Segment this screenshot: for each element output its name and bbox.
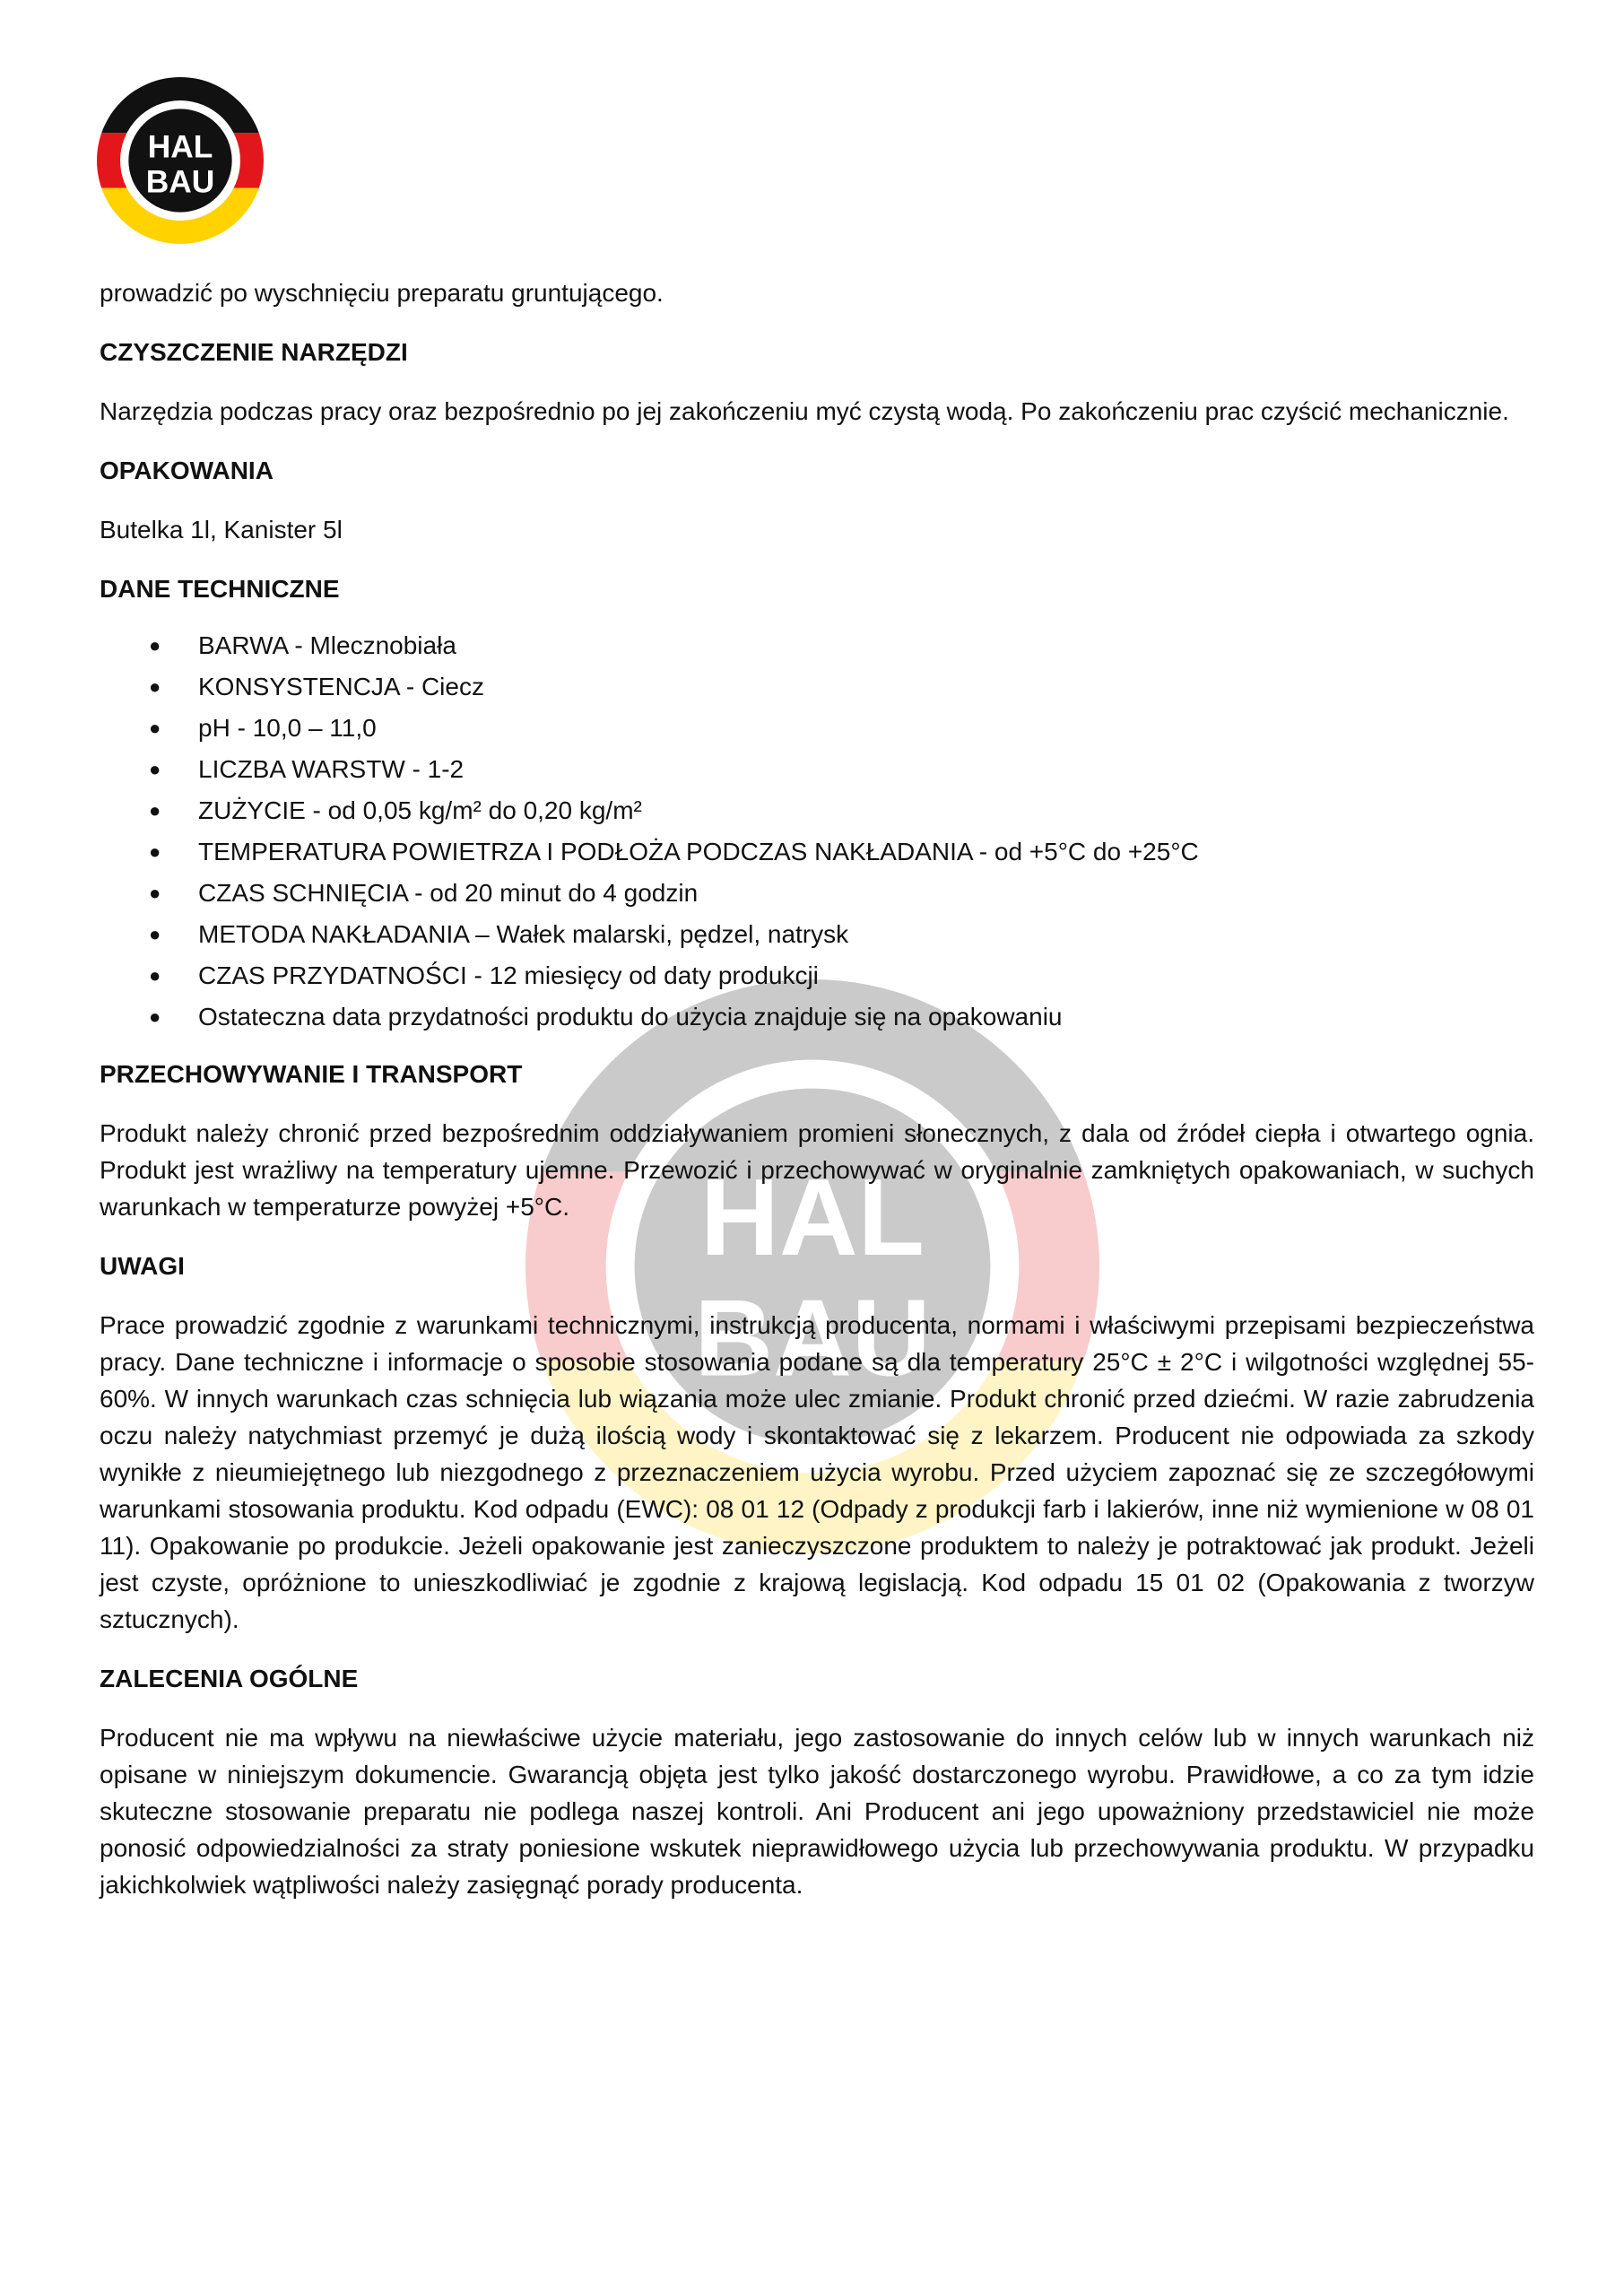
general-text: Producent nie ma wpływu na niewłaściwe użycie materiału, jego zastosowanie do innych celów lub w innych warunkach niż opisane w niniejszym dokumencie. Gwarancją objęta jest tylko jakość dostarczonego wyrobu. Prawidłowe, a co za tym idzie skuteczne stosowanie preparatu nie podlega naszej kontroli. Ani Producent ani jego upoważniony przedstawiciel nie może ponosić odpowiedzialności za straty poniesione wskutek nieprawidłowego użycia lub przechowywania produktu. W przypadku jakichkolwiek wątpliwości należy zasięgnąć porady producenta. — [100, 1724, 1534, 1899]
bullet-icon: ● — [149, 717, 161, 739]
notes-text: Prace prowadzić zgodnie z warunkami technicznymi, instrukcją producenta, normami i właściwymi przepisami bezpieczeństwa pracy. Dane techniczne i informacje o sposobie stosowania podane są dla temperatury 25°C ± 2°C i wilgotności względnej 55-60%. W innych warunkach czas schnięcia lub wiązania może ulec zmianie. Produkt chronić przed dziećmi. W razie zabrudzenia oczu należy natychmiast przemyć je dużą ilością wody i skontaktować się z lekarzem. Producent nie odpowiada za szkody wynikłe z nieumiejętnego lub niezgodnego z przeznaczeniem użycia wyrobu. Przed użyciem zapoznać się ze szczegółowymi warunkami stosowania produktu. Kod odpadu (EWC): 08 01 12 (Odpady z produkcji farb i lakierów, inne niż wymienione w 08 01 11). Opakowanie po produkcie. Jeżeli opakowanie jest zanieczyszczone produktem to należy je potraktować jak produkt. Jeżeli jest czyste, opróżnione to unieszkodliwiać je zgodnie z krajową legislacją. Kod odpadu 15 01 02 (Opakowania z tworzyw sztucznych). — [100, 1311, 1534, 1633]
tech-item-text: METODA NAKŁADANIA – Wałek malarski, pędzel, natrysk — [198, 920, 849, 948]
logo-text-hal: HAL — [147, 129, 213, 165]
tech-item-text: TEMPERATURA POWIETRZA I PODŁOŻA PODCZAS NAKŁADANIA - od +5°C do +25°C — [198, 838, 1199, 865]
storage-heading: PRZECHOWYWANIE I TRANSPORT — [100, 1060, 523, 1088]
tech-item-text: LICZBA WARSTW - 1-2 — [198, 755, 465, 783]
list-item — [100, 666, 1534, 708]
bullet-icon: ● — [149, 882, 161, 904]
tech-item-text: ZUŻYCIE - od 0,05 kg/m² do 0,20 kg/m² — [198, 796, 642, 824]
tech-item-text: KONSYSTENCJA - Ciecz — [198, 673, 484, 700]
technical-data-list — [100, 625, 1534, 1038]
list-item — [100, 625, 1534, 666]
list-item — [100, 790, 1534, 831]
tech-item-text: pH - 10,0 – 11,0 — [198, 714, 377, 742]
watermark-text-bau: BAU — [694, 1276, 931, 1399]
bullet-icon: ● — [149, 675, 161, 698]
packaging-heading: OPAKOWANIA — [100, 457, 274, 484]
list-item — [100, 749, 1534, 790]
tech-item-text: CZAS SCHNIĘCIA - od 20 minut do 4 godzin — [198, 879, 699, 907]
list-item — [100, 955, 1534, 996]
halbau-logo — [97, 77, 264, 244]
intro-fragment: prowadzić po wyschnięciu preparatu gruntującego. — [100, 279, 664, 307]
list-item — [100, 873, 1534, 914]
tech-item-text: CZAS PRZYDATNOŚCI - 12 miesięcy od daty produkcji — [198, 961, 819, 989]
packaging-text: Butelka 1l, Kanister 5l — [100, 516, 343, 544]
bullet-icon: ● — [149, 634, 161, 657]
technical-heading: DANE TECHNICZNE — [100, 575, 340, 603]
watermark-text-hal: HAL — [700, 1156, 925, 1279]
bullet-icon: ● — [149, 840, 161, 863]
list-item — [100, 996, 1534, 1038]
bullet-icon: ● — [149, 1005, 161, 1028]
cleaning-text: Narzędzia podczas pracy oraz bezpośrednio po jej zakończeniu myć czystą wodą. Po zakończeniu prac czyścić mechanicznie. — [100, 397, 1509, 425]
cleaning-heading: CZYSZCZENIE NARZĘDZI — [100, 338, 408, 366]
bullet-icon: ● — [149, 923, 161, 945]
tech-item-text: Ostateczna data przydatności produktu do użycia znajduje się na opakowaniu — [198, 1003, 1063, 1031]
bullet-icon: ● — [149, 964, 161, 987]
tech-item-text: BARWA - Mlecznobiała — [198, 631, 456, 659]
notes-heading: UWAGI — [100, 1252, 185, 1280]
document-body — [100, 274, 1534, 1903]
bullet-icon: ● — [149, 758, 161, 780]
list-item — [100, 708, 1534, 749]
general-heading: ZALECENIA OGÓLNE — [100, 1665, 359, 1692]
list-item — [100, 831, 1534, 873]
list-item — [100, 914, 1534, 955]
logo-text-bau: BAU — [145, 164, 215, 200]
bullet-icon: ● — [149, 799, 161, 822]
storage-text: Produkt należy chronić przed bezpośrednim oddziaływaniem promieni słonecznych, z dala od źródeł ciepła i otwartego ognia. Produkt jest wrażliwy na temperatury ujemne. Przewozić i przechowywać w oryginalnie zamkniętych opakowaniach, w suchych warunkach w temperaturze powyżej +5°C. — [100, 1119, 1534, 1221]
